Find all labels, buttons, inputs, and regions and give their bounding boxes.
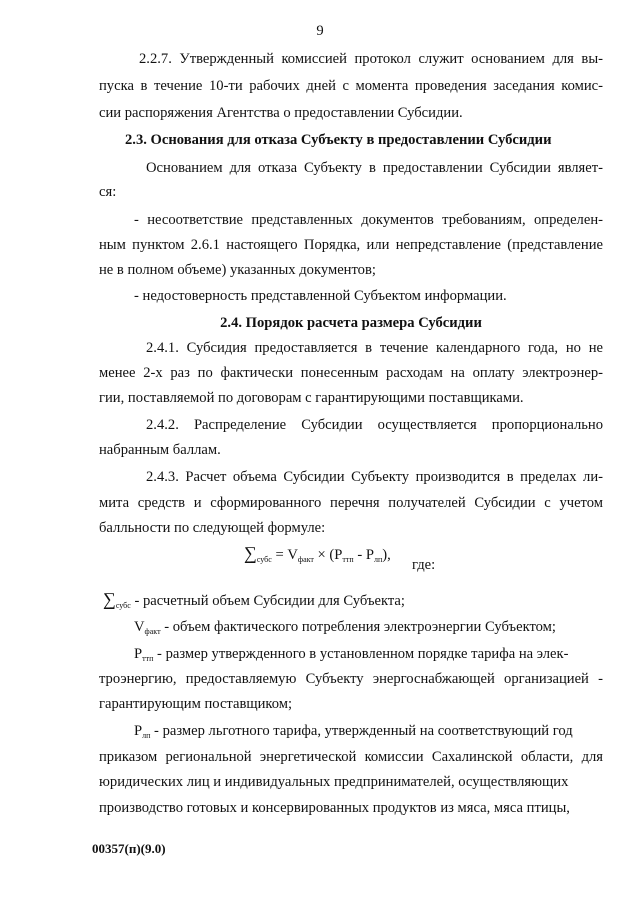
paragraph-2-2-7-line-3: сии распоряжения Агентства о предоставлении Субсидии. (99, 105, 463, 121)
formula-where-label: где: (412, 557, 436, 573)
paragraph-2-2-7-line-2: пуска в течение 10-ти рабочих дней с момента проведения заседания комис- (99, 78, 603, 94)
definition-p-lp-line-3: юридических лиц и индивидуальных предпринимателей, осуществляющих (99, 774, 569, 790)
definition-p-ttp-line-2: троэнергию, предоставляемую Субъекту энергоснабжающей организацией - (99, 671, 603, 687)
paragraph-2-2-7-line-1: 2.2.7. Утвержденный комиссией протокол служит основанием для вы- (139, 51, 603, 67)
paragraph-2-4-3-line-3: балльности по следующей формуле: (99, 520, 326, 536)
paragraph-2-4-1-line-1: 2.4.1. Субсидия предоставляется в течение календарного года, но не (146, 340, 603, 356)
paragraph-2-4-3-line-1: 2.4.3. Расчет объема Субсидии Субъекту производится в пределах ли- (146, 469, 603, 485)
list-item-1-line-1: - несоответствие представленных документов требованиям, определен- (134, 212, 603, 228)
document-footer-code: 00357(п)(9.0) (92, 841, 166, 856)
paragraph-2-4-2-line-1: 2.4.2. Распределение Субсидии осуществляется пропорционально (146, 417, 603, 433)
paragraph-2-4-2-line-2: набранным баллам. (99, 442, 221, 458)
definition-p-ttp-line-3: гарантирующим поставщиком; (99, 696, 293, 712)
paragraph-2-4-3-line-2: мита средств и сформированного перечня получателей Субсидии с учетом (99, 495, 603, 511)
sigma-symbol: ∑ (244, 543, 257, 563)
definition-sigma: $\sum_{субс}$ - расчетный объем Субсидии для Субъекта; (103, 589, 405, 610)
section-heading-2-3: 2.3. Основания для отказа Субъекту в предоставлении Субсидии (125, 132, 552, 148)
definition-v-fakt: $V_{факт}$ - объем фактического потребления электроэнергии Субъектом; (134, 619, 556, 636)
page-number: 9 (316, 23, 324, 39)
definition-p-lp-line-1: $Р_{лп}$ - размер льготного тарифа, утвержденный на соответствующий год (134, 723, 573, 740)
definition-p-lp-line-2: приказом региональной энергетической комиссии Сахалинской области, для (99, 749, 603, 765)
definition-p-lp-line-4: производство готовых и консервированных продуктов из мяса, мяса птицы, (99, 800, 570, 816)
list-item-1-line-3: не в полном объеме) указанных документов; (99, 262, 376, 278)
section-heading-2-4: 2.4. Порядок расчета размера Субсидии (220, 315, 482, 331)
paragraph-2-3-line-1: Основанием для отказа Субъекту в предоставлении Субсидии являет- (146, 160, 603, 176)
definition-p-ttp-line-1: $Р_{ттп}$ - размер утвержденного в установленном порядке тарифа на элек- (134, 646, 569, 663)
paragraph-2-3-line-2: ся: (99, 184, 117, 200)
sigma-symbol: ∑ (103, 589, 116, 609)
paragraph-2-4-1-line-3: гии, поставляемой по договорам с гарантирующими поставщиками. (99, 390, 524, 406)
list-item-2: - недостоверность представленной Субъектом информации. (134, 288, 507, 304)
paragraph-2-4-1-line-2: менее 2-х раз по фактически понесенным расходам на оплату электроэнер- (99, 365, 603, 381)
list-item-1-line-2: ным пунктом 2.6.1 настоящего Порядка, или непредставление (представление (99, 237, 603, 253)
subsidy-formula: $\sum_{субс} = V_{факт} \times (P_{ттп} - P_{лп})$, (244, 543, 391, 564)
